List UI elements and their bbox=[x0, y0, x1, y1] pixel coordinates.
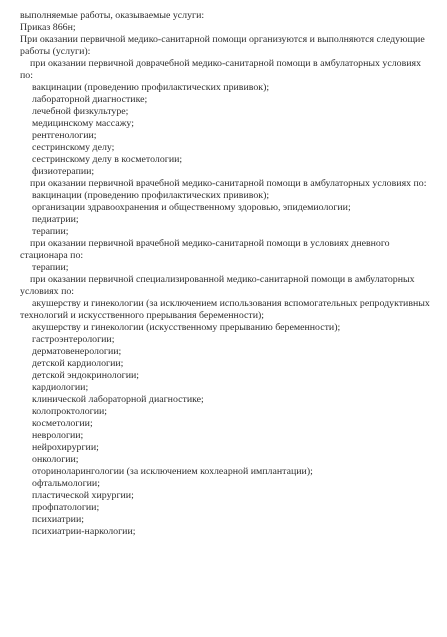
text-line: профпатологии; bbox=[32, 502, 100, 513]
text-line: детской эндокринологии; bbox=[32, 370, 140, 381]
text-line: при оказании первичной врачебной медико-санитарной помощи в условиях дневного bbox=[30, 238, 390, 249]
text-line: психиатрии; bbox=[32, 514, 84, 525]
text-line: работы (услуги): bbox=[20, 46, 91, 57]
text-line: технологий и искусственного прерывания беременности); bbox=[20, 310, 265, 321]
text-line: медицинскому массажу; bbox=[32, 118, 134, 129]
text-line: рентгенологии; bbox=[32, 130, 97, 141]
text-line: акушерству и гинекологии (за исключением использования вспомогательных репродуктивных bbox=[32, 298, 430, 309]
text-line: выполняемые работы, оказываемые услуги: bbox=[20, 10, 205, 21]
text-line: акушерству и гинекологии (искусственному прерыванию беременности); bbox=[32, 322, 341, 333]
text-line: вакцинации (проведению профилактических прививок); bbox=[32, 82, 270, 93]
text-line: психиатрии-наркологии; bbox=[32, 526, 136, 537]
text-line: условиях по: bbox=[20, 286, 75, 297]
text-line: офтальмологии; bbox=[32, 478, 100, 489]
text-line: кардиологии; bbox=[32, 382, 89, 393]
text-line: лечебной физкультуре; bbox=[32, 106, 129, 117]
text-line: по: bbox=[20, 70, 33, 81]
text-line: педиатрии; bbox=[32, 214, 79, 225]
text-line: организации здравоохранения и общественному здоровью, эпидемиологии; bbox=[32, 202, 351, 213]
text-line: при оказании первичной доврачебной медико-санитарной помощи в амбулаторных условиях bbox=[30, 58, 422, 69]
text-line: колопроктологии; bbox=[32, 406, 108, 417]
text-line: детской кардиологии; bbox=[32, 358, 124, 369]
text-line: физиотерапии; bbox=[32, 166, 95, 177]
text-line: При оказании первичной медико-санитарной помощи организуются и выполняются следующие bbox=[20, 34, 425, 45]
text-line: клинической лабораторной диагностике; bbox=[32, 394, 204, 405]
text-line: сестринскому делу в косметологии; bbox=[32, 154, 183, 165]
text-line: нейрохирургии; bbox=[32, 442, 99, 453]
text-line: оториноларингологии (за исключением кохлеарной имплантации); bbox=[32, 466, 313, 477]
text-line: стационара по: bbox=[20, 250, 84, 261]
text-line: косметологии; bbox=[32, 418, 93, 429]
text-line: при оказании первичной специализированной медико-санитарной помощи в амбулаторных bbox=[30, 274, 415, 285]
text-line: сестринскому делу; bbox=[32, 142, 115, 153]
text-line: онкологии; bbox=[32, 454, 79, 465]
text-line: при оказании первичной врачебной медико-санитарной помощи в амбулаторных условиях по: bbox=[30, 178, 427, 189]
text-line: Приказ 866н; bbox=[20, 22, 76, 33]
text-line: вакцинации (проведению профилактических прививок); bbox=[32, 190, 270, 201]
text-line: дерматовенерологии; bbox=[32, 346, 122, 357]
text-line: терапии; bbox=[32, 262, 69, 273]
text-line: терапии; bbox=[32, 226, 69, 237]
text-line: гастроэнтерологии; bbox=[32, 334, 115, 345]
text-line: лабораторной диагностике; bbox=[32, 94, 148, 105]
text-line: неврологии; bbox=[32, 430, 84, 441]
text-line: пластической хирургии; bbox=[32, 490, 134, 501]
